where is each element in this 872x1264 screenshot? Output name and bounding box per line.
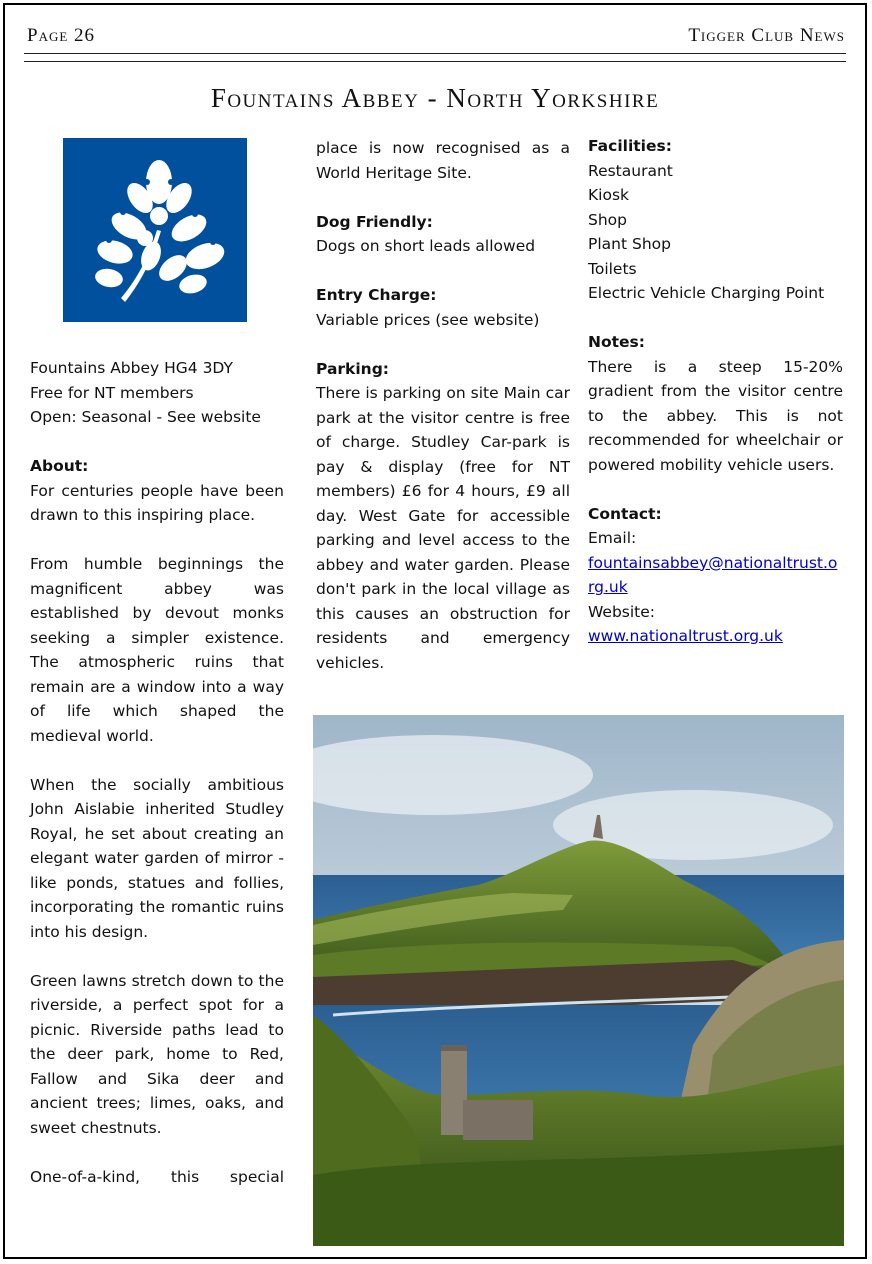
entry-charge-text: Variable prices (see website) [316, 310, 540, 329]
about-paragraph-4: Green lawns stretch down to the riverside, a perfect spot for a picnic. Riverside paths lead to the deer park, home to Red, Fallow and Sika deer and ancient trees; limes, oaks, and sweet chestnuts. [30, 971, 284, 1137]
landscape-illustration [313, 715, 844, 1246]
header-rule-top [24, 53, 846, 54]
dog-friendly-heading: Dog Friendly: [316, 212, 433, 231]
parking-text: There is parking on site Main car park at the visitor centre is free of charge. Studley Car-park is pay & display (free for NT members) £6 for 4 hours, £9 all day. West Gate for accessible parking and level access to the abbey and water garden. Please don't park in the local village as this causes an obstruction for residents and emergency vehicles. [316, 384, 570, 672]
about-paragraph-3: When the socially ambitious John Aislabie inherited Studley Royal, he set about creating an elegant water garden of mirror -like ponds, statues and follies, incorporating the romantic ruins into his design. [30, 775, 284, 941]
facility-item: Toilets [588, 259, 637, 278]
about-paragraph-2: From humble beginnings the magnificent abbey was established by devout monks seeking a simpler existence. The atmospheric ruins that remain are a window into a way of life which shaped the medieval world. [30, 555, 284, 745]
contact-heading: Contact: [588, 504, 662, 523]
facility-item: Restaurant [588, 161, 673, 180]
header-rule-bottom [24, 61, 846, 62]
price-line: Free for NT members [30, 383, 194, 402]
coastal-headland-photo [313, 715, 844, 1246]
about-heading: About: [30, 457, 89, 475]
about-continuation: place is now recognised as a World Heritage Site. [316, 139, 570, 182]
newsletter-name: Tigger Club News [688, 25, 845, 46]
about-paragraph-5: One-of-a-kind, this special [30, 1167, 284, 1186]
facility-item: Electric Vehicle Charging Point [588, 284, 825, 302]
page-number: Page 26 [27, 25, 96, 46]
column-middle [316, 136, 570, 675]
address-line: Fountains Abbey HG4 3DY [30, 359, 233, 377]
parking-heading: Parking: [316, 359, 389, 378]
facility-item: Plant Shop [588, 235, 671, 253]
column-right [588, 134, 843, 649]
entry-charge-heading: Entry Charge: [316, 286, 437, 304]
notes-text: There is a steep 15-20% gradient from the visitor centre to the abbey. This is not recommended for wheelchair or powered mobility vehicle users. [588, 357, 843, 474]
newsletter-page [3, 3, 867, 1259]
facilities-heading: Facilities: [588, 137, 672, 155]
dog-friendly-text: Dogs on short leads allowed [316, 237, 536, 255]
facility-item: Kiosk [588, 186, 630, 204]
facility-item: Shop [588, 210, 627, 229]
column-left [30, 356, 284, 1189]
website-link[interactable]: www.nationaltrust.org.uk [588, 627, 783, 645]
national-trust-logo [63, 138, 247, 322]
email-link[interactable]: fountainsabbey@nationaltrust.org.uk [588, 553, 838, 596]
about-paragraph-1: For centuries people have been drawn to this inspiring place. [30, 481, 284, 524]
opening-line: Open: Seasonal - See website [30, 408, 261, 426]
article-title: Fountains Abbey - North Yorkshire [210, 83, 660, 113]
email-label: Email: [588, 529, 637, 547]
notes-heading: Notes: [588, 333, 645, 351]
oak-leaf-icon [63, 138, 247, 322]
website-label: Website: [588, 602, 656, 621]
